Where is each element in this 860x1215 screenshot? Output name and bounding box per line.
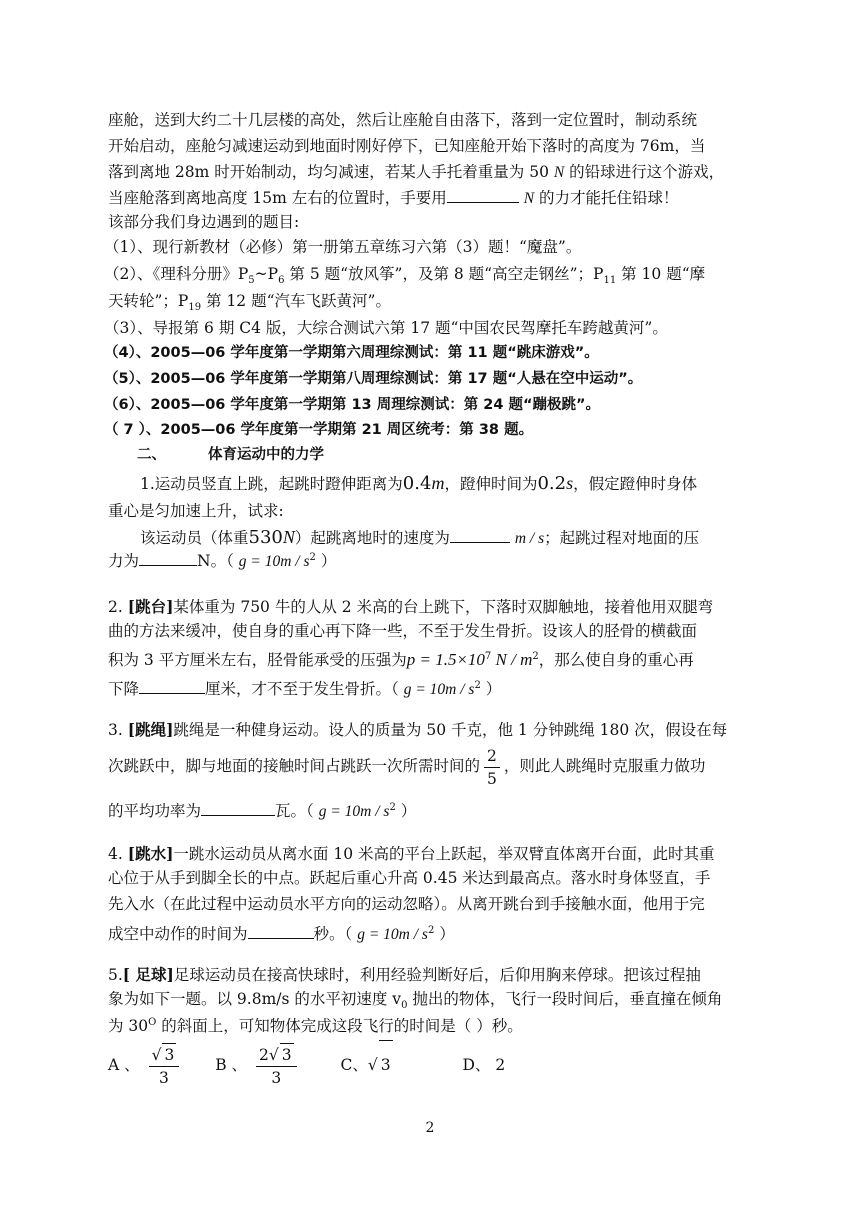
q1-line-4 — [108, 548, 336, 572]
option-d — [463, 1056, 506, 1074]
section-heading — [137, 445, 324, 465]
superscript: 2 — [474, 680, 481, 691]
option-a — [108, 1046, 188, 1087]
q4-line-1 — [108, 844, 715, 864]
text: 该运动员（体重 — [140, 529, 249, 547]
intro-line-3 — [108, 162, 724, 183]
q2-line-1 — [108, 597, 713, 617]
text: 象为如下一题。以 9.8m/s 的水平初速度 v — [108, 990, 402, 1008]
radicand: 3 — [162, 1043, 176, 1066]
subscript: 11 — [603, 275, 617, 287]
gravity-formula: g = 10m / s — [318, 803, 390, 821]
unit: s — [566, 473, 574, 493]
text: ，那么使自身的重心再 — [538, 651, 694, 670]
text: 1.运动员竖直上跳，起跳时蹬伸距离为 — [140, 475, 403, 493]
subscript: 0 — [401, 1000, 408, 1012]
answer-blank — [201, 801, 275, 816]
option-label: B 、 — [215, 1056, 248, 1074]
text: 足球运动员在接高快球时，利用经验判断好后，后仰用胸来停球。把该过程抽 — [173, 966, 701, 984]
option-label: C、 — [340, 1056, 368, 1074]
unit: N — [523, 190, 535, 207]
text: ，蹬伸时间为 — [444, 475, 538, 493]
text: （1）、现行新教材（必修）第一册第五章练习六第（3）题！“魔盘”。 — [104, 238, 582, 256]
q5-line-1 — [108, 965, 701, 985]
fraction-denominator: 3 — [271, 1069, 282, 1087]
text: ） — [439, 925, 455, 944]
text: 心位于从手到脚全长的中点。跃起后重心升高 0.45 米达到最高点。落水时身体竖直，手 — [108, 869, 711, 887]
question-tag: [跳水] — [127, 844, 174, 863]
unit: N — [282, 527, 295, 547]
value: 0.2 — [537, 473, 567, 494]
text: ） — [320, 552, 337, 571]
fraction-numerator: √ 3 — [149, 1043, 180, 1067]
q5-line-3 — [108, 1013, 523, 1036]
source-item-2-cont — [108, 291, 391, 318]
intro-line-1 — [108, 110, 697, 130]
text: 次跳跃中，脚与地面的接触时间占跳跃一次所需时间的 — [108, 757, 481, 775]
q4-line-3 — [108, 894, 705, 914]
superscript: 2 — [309, 552, 316, 563]
intro-line-4 — [108, 188, 679, 209]
gravity-formula: g = 10m / s — [403, 681, 475, 699]
q4-line-2 — [108, 868, 710, 888]
text: （6）、2005—06 学年度第一学期第 13 周理综测试：第 24 题“蹦极跳”。 — [104, 397, 601, 413]
pressure-formula: p = 1.5×10 — [406, 650, 485, 670]
radicand: 3 — [280, 1043, 294, 1066]
fraction-denominator: 3 — [159, 1069, 169, 1087]
gravity-formula: g = 10m / s — [357, 926, 428, 944]
value: 530 — [248, 527, 283, 548]
text: 的力才能托住铅球！ — [539, 189, 679, 207]
value: 0.4 — [402, 473, 432, 494]
unit: m / s — [514, 530, 545, 547]
text: 曲的方法来缓冲，使自身的重心再下降一些，不至于发生骨折。设该人的胫骨的横截面 — [108, 622, 698, 640]
text: 抛出的物体，飞行一段时间后，垂直撞在倾角 — [407, 990, 723, 1008]
radicand: 3 — [379, 1040, 393, 1089]
q5-options — [108, 1040, 505, 1089]
text: 为 30 — [108, 1017, 149, 1036]
question-tag: [ 足球] — [122, 965, 174, 984]
q2-line-3 — [108, 647, 694, 670]
text: 重心是匀加速上升，试求: — [108, 502, 284, 520]
text: 落到离地 28m 时开始制动，均匀减速，若某人手托着重量为 50 — [108, 163, 549, 181]
q3-line-3 — [108, 798, 416, 822]
text: 天转轮”；P — [108, 292, 189, 310]
text: 力为 — [108, 552, 140, 571]
text: 第 10 题“摩 — [616, 265, 706, 283]
superscript: 2 — [389, 802, 396, 813]
q3-line-1 — [108, 720, 727, 740]
fraction-numerator: 2 — [484, 745, 500, 768]
source-item-4 — [104, 343, 599, 363]
text: 下降 — [108, 680, 140, 699]
text: ）起跳离地时的速度为 — [294, 529, 450, 547]
subscript: 6 — [278, 275, 285, 287]
coefficient: 2 — [258, 1046, 269, 1064]
question-number: 5. — [108, 966, 123, 984]
text: ，则此人跳绳时克服重力做功 — [503, 757, 706, 775]
text: ） — [485, 680, 502, 699]
answer-blank — [139, 551, 197, 566]
source-item-2 — [104, 264, 705, 291]
source-item-3 — [104, 318, 668, 338]
option-label: D、 2 — [462, 1056, 506, 1074]
text: （3）、导报第 6 期 C4 版，大综合测试六第 17 题“中国农民驾摩托车跨越黄河”。 — [104, 319, 668, 337]
subscript: 19 — [188, 302, 202, 314]
gravity-formula: g = 10m / s — [238, 553, 310, 571]
text: 开始启动，座舱匀减速运动到地面时刚好停下，已知座舱开始下落时的高度为 76m，当 — [108, 137, 706, 155]
option-c: C、√ 3 — [340, 1056, 397, 1074]
q3-line-2 — [108, 742, 705, 790]
superscript: 2 — [532, 651, 539, 662]
superscript: O — [148, 1017, 157, 1028]
text: N。（ — [197, 552, 234, 571]
q1-line-2 — [108, 501, 284, 521]
text: 的斜面上，可知物体完成这段飞行的时间是（ ）秒。 — [156, 1017, 523, 1036]
fraction — [484, 745, 500, 790]
text: （4）、2005—06 学年度第一学期第六周理综测试：第 11 题“跳床游戏”。 — [104, 345, 599, 361]
text: ~P — [254, 265, 279, 283]
text: 某体重为 750 牛的人从 2 米高的台上跳下，下落时双脚触地，接着他用双腿弯 — [173, 598, 714, 616]
sources-heading — [108, 212, 299, 232]
text: 秒。（ — [313, 925, 353, 944]
q2-line-2 — [108, 621, 697, 641]
text: 厘米，才不至于发生骨折。（ — [205, 680, 399, 699]
section-number: 二、 — [137, 447, 166, 463]
text: 瓦。（ — [275, 802, 314, 821]
text: 成空中动作的时间为 — [108, 925, 248, 944]
q4-line-4 — [108, 921, 455, 945]
fraction — [149, 1043, 180, 1089]
superscript: 2 — [427, 925, 435, 936]
text: 的平均功率为 — [108, 802, 202, 821]
fraction — [256, 1043, 297, 1089]
text: 的铅球进行这个游戏， — [569, 163, 725, 181]
superscript: 7 — [484, 651, 492, 662]
question-tag: [跳绳] — [127, 720, 174, 739]
text: 座舱，送到大约二十几层楼的高处，然后让座舱自由落下，落到一定位置时，制动系统 — [108, 111, 698, 129]
subscript: 5 — [248, 275, 255, 287]
source-item-6 — [104, 395, 600, 415]
text: 该部分我们身边遇到的题目: — [108, 213, 300, 231]
intro-line-2 — [108, 136, 705, 156]
source-item-7 — [104, 420, 533, 440]
q1-line-1 — [140, 473, 697, 494]
text: ，假定蹬伸时身体 — [573, 475, 698, 493]
text: 当座舱落到离地高度 15m 左右的位置时，手要用 — [108, 189, 447, 207]
answer-blank — [139, 679, 205, 694]
text: （ 7 ）、2005—06 学年度第一学期第 21 周区统考：第 38 题。 — [104, 422, 534, 438]
answer-blank — [450, 528, 510, 543]
text: 积为 3 平方厘米左右，胫骨能承受的压强为 — [108, 651, 407, 670]
q1-line-3 — [140, 527, 699, 549]
text: 第 12 题“汽车飞跃黄河”。 — [201, 292, 391, 310]
text: 先入水（在此过程中运动员水平方向的运动忽略）。从离开跳台到手接触水面，他用于完 — [108, 895, 705, 913]
answer-blank — [248, 924, 314, 939]
page-number: 2 — [425, 1120, 435, 1136]
text: 一跳水运动员从离水面 10 米高的平台上跃起，举双臂直体离开台面，此时其重 — [173, 845, 715, 863]
text: ；起跳过程对地面的压 — [544, 529, 700, 547]
fraction-denominator: 5 — [487, 769, 497, 788]
section-title: 体育运动中的力学 — [208, 447, 324, 463]
option-b — [215, 1046, 305, 1087]
text: （5）、2005—06 学年度第一学期第八周理综测试：第 17 题“人悬在空中运动”。 — [104, 371, 643, 387]
question-number: 2. — [108, 598, 123, 616]
source-item-1 — [104, 237, 581, 257]
q2-line-4 — [108, 676, 501, 700]
unit: m — [431, 473, 445, 493]
option-label: A 、 — [108, 1056, 140, 1074]
text: 跳绳是一种健身运动。设人的质量为 50 千克，他 1 分钟跳绳 180 次，假设在每 — [173, 721, 728, 739]
unit: N / m — [491, 650, 533, 670]
text: ） — [400, 802, 417, 821]
source-item-5 — [104, 369, 642, 389]
unit: N — [553, 164, 565, 181]
answer-blank — [447, 188, 519, 203]
text: 第 5 题“放风筝”，及第 8 题“高空走钢丝”；P — [284, 265, 604, 283]
text: （2）、《理科分册》P — [104, 265, 249, 283]
question-tag: [跳台] — [127, 597, 174, 616]
question-number: 3. — [108, 721, 123, 739]
fraction-numerator: 2√ 3 — [256, 1043, 297, 1067]
question-number: 4. — [108, 845, 123, 863]
